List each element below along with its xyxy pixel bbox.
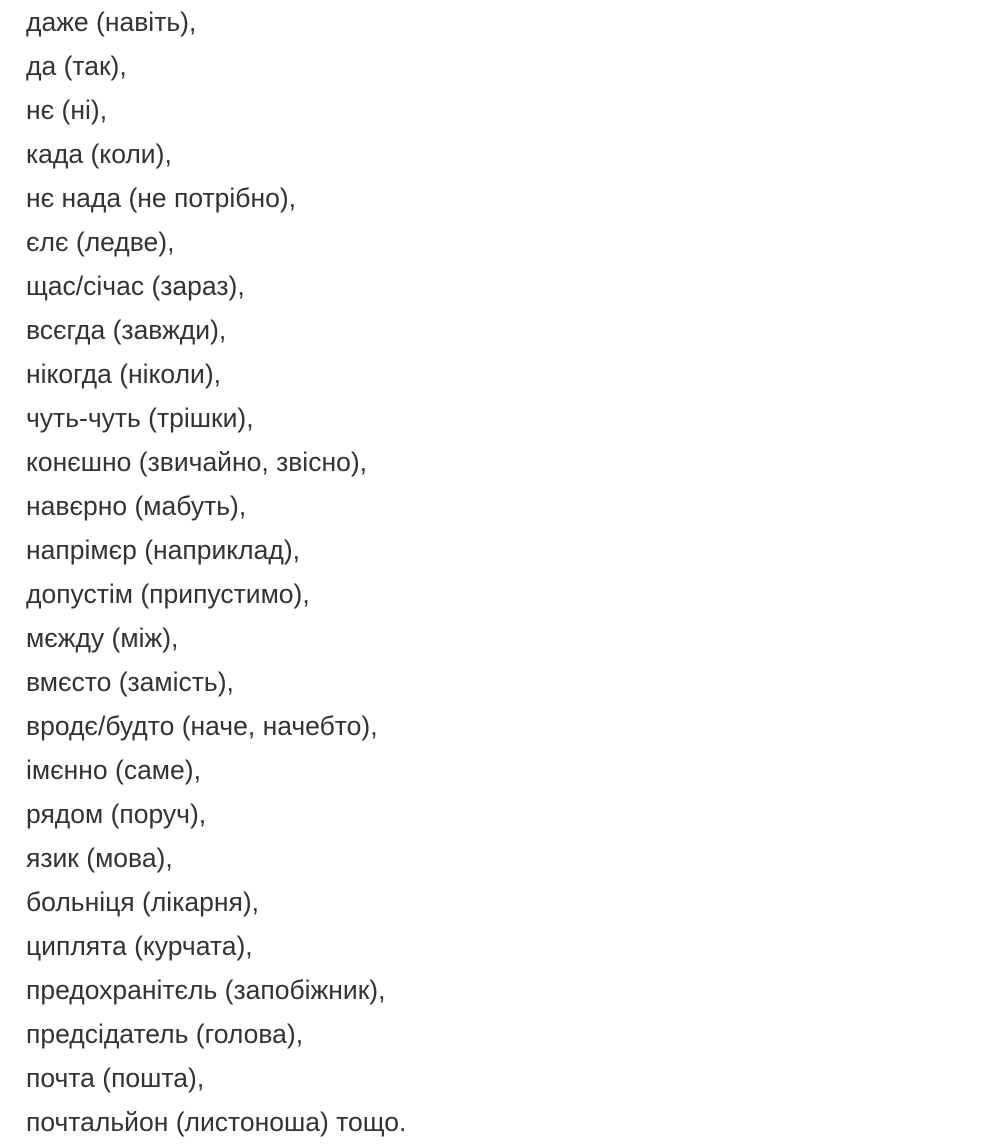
list-item: імєнно (саме), xyxy=(26,755,201,785)
list-item: навєрно (мабуть), xyxy=(26,491,247,521)
list-item: предохранітєль (запобіжник), xyxy=(26,975,386,1005)
list-item: даже (навіть), xyxy=(26,7,197,37)
list-item: щас/січас (зараз), xyxy=(26,271,245,301)
list-item: предсідатель (голова), xyxy=(26,1019,304,1049)
list-item: больніця (лікарня), xyxy=(26,887,260,917)
list-item: мєжду (між), xyxy=(26,623,179,653)
list-item: нікогда (ніколи), xyxy=(26,359,222,389)
list-item: язик (мова), xyxy=(26,843,173,873)
list-item: да (так), xyxy=(26,51,127,81)
list-item: вродє/будто (наче, начебто), xyxy=(26,711,378,741)
list-item: нє нада (не потрібно), xyxy=(26,183,297,213)
list-item: єлє (ледве), xyxy=(26,227,175,257)
list-item: циплята (курчата), xyxy=(26,931,253,961)
word-list xyxy=(26,0,976,1144)
list-item: вмєсто (замість), xyxy=(26,667,234,697)
list-item: када (коли), xyxy=(26,139,172,169)
list-item: всєгда (завжди), xyxy=(26,315,227,345)
list-item: чуть-чуть (трішки), xyxy=(26,403,254,433)
list-item: напрімєр (наприклад), xyxy=(26,535,301,565)
list-item: нє (ні), xyxy=(26,95,108,125)
list-item: почта (пошта), xyxy=(26,1063,205,1093)
list-item: почтальйон (листоноша) тощо. xyxy=(26,1107,407,1137)
list-item: допустім (припустимо), xyxy=(26,579,310,609)
list-item: рядом (поруч), xyxy=(26,799,207,829)
list-item: конєшно (звичайно, звісно), xyxy=(26,447,368,477)
